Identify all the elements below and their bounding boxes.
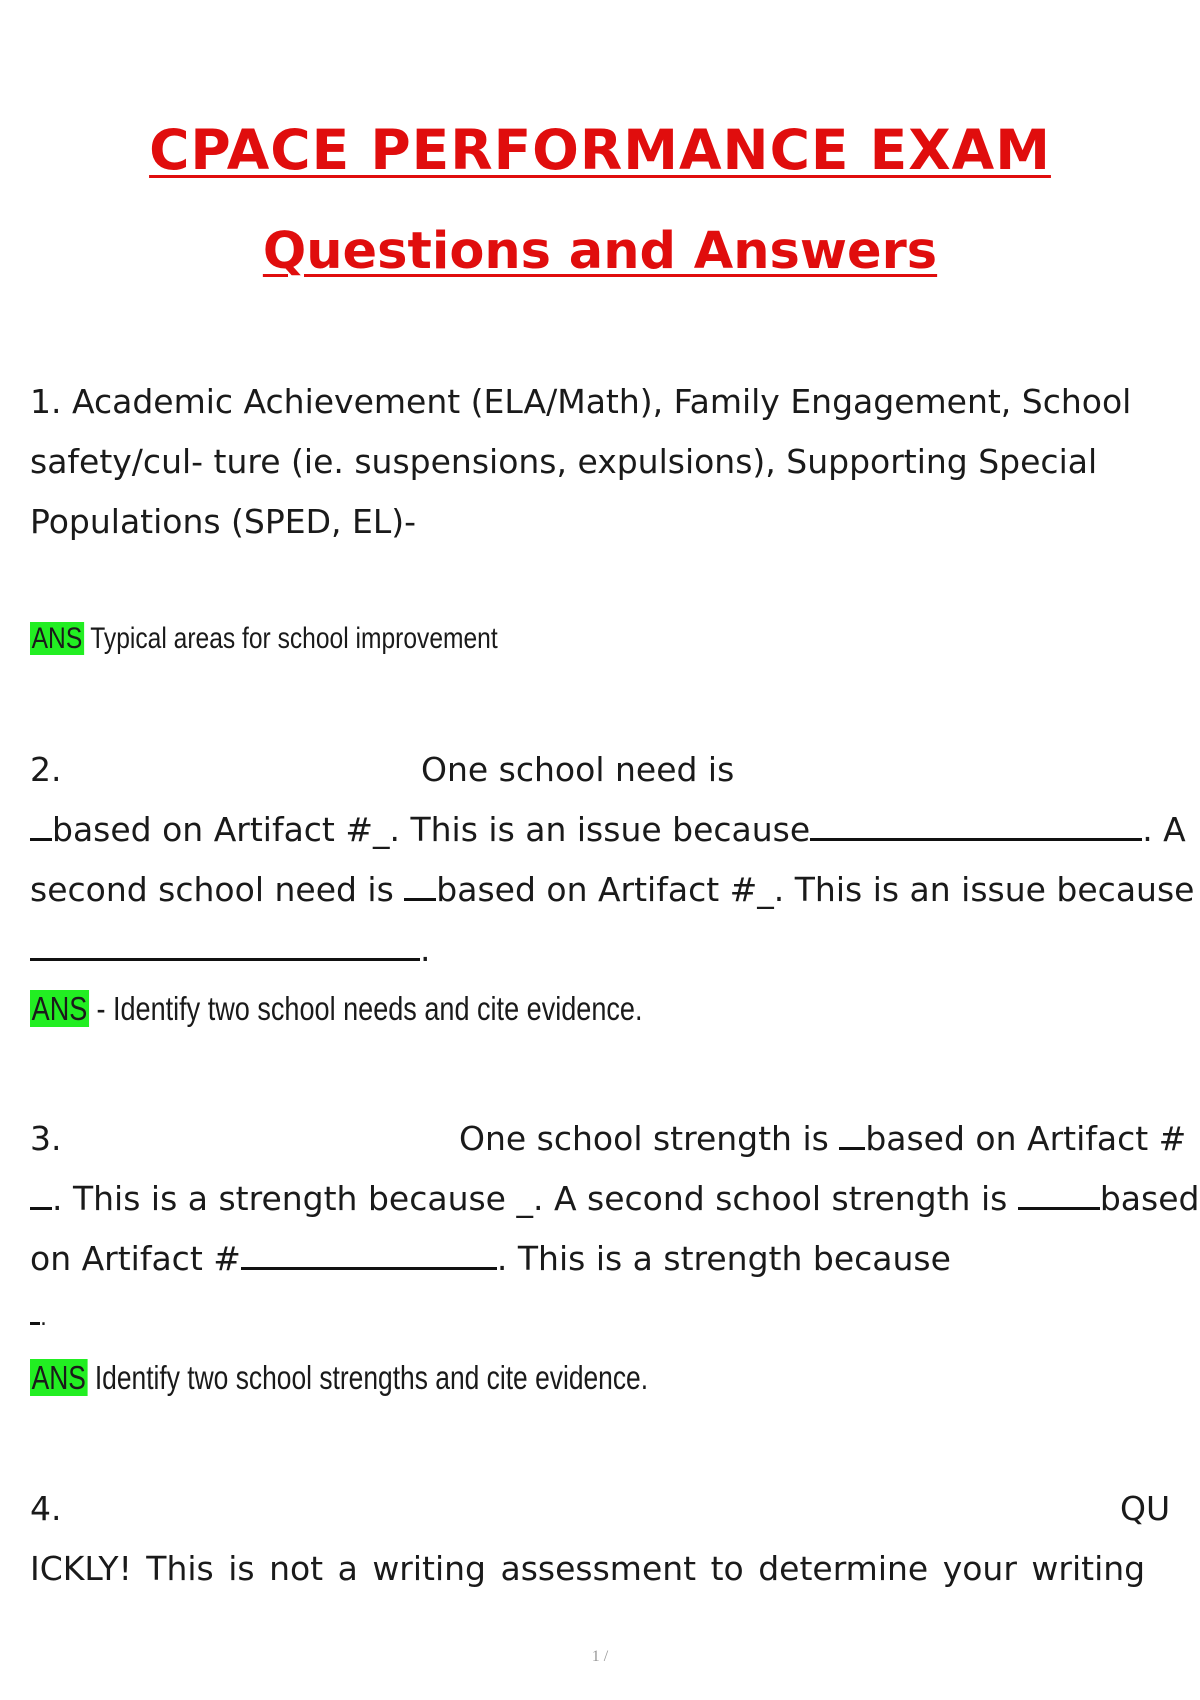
question-4-line-1-end: QU bbox=[1120, 1489, 1171, 1528]
question-3-line-2 bbox=[30, 1179, 1199, 1219]
answer-blank bbox=[30, 1308, 40, 1325]
answer-text: - Identify two school needs and cite evidence. bbox=[88, 990, 643, 1027]
answer-text: Identify two school strengths and cite evidence. bbox=[94, 1359, 649, 1396]
document-title: CPACE PERFORMANCE EXAM bbox=[149, 118, 1051, 182]
answer-blank bbox=[30, 810, 52, 841]
document-subtitle: Questions and Answers bbox=[262, 222, 938, 281]
answer-tag: ANS bbox=[31, 1359, 86, 1396]
question-3-line-2-text: . This is a strength because _. A second school strength is bbox=[52, 1179, 1018, 1218]
question-1-text: 1. Academic Achievement (ELA/Math), Family Engagement, School safety/cul- ture (ie. suspensions, expulsions), Supporting Special Populations (SPED, EL)- bbox=[30, 382, 1132, 541]
page-number: 1 / bbox=[591, 1648, 609, 1665]
question-2-line-4-end: . bbox=[420, 930, 431, 969]
question-2-line-4 bbox=[30, 930, 431, 970]
question-3-line-1 bbox=[459, 1119, 1186, 1159]
answer-tag: ANS bbox=[31, 990, 88, 1027]
answer-text: Typical areas for school improvement bbox=[90, 622, 498, 655]
question-3-number: 3. bbox=[30, 1119, 62, 1158]
question-3-line-1-end: based on Artifact # bbox=[865, 1119, 1187, 1158]
question-3-line-3-text: on Artifact # bbox=[30, 1239, 241, 1278]
answer-tag: ANS bbox=[31, 622, 83, 655]
answer-blank bbox=[810, 810, 1142, 841]
answer-blank bbox=[1018, 1179, 1100, 1210]
question-3-line-3-end: . This is a strength because bbox=[496, 1239, 951, 1278]
question-3-line-1-text: One school strength is bbox=[459, 1119, 840, 1158]
question-2-line-1: One school need is bbox=[421, 750, 735, 789]
question-3-answer bbox=[30, 1359, 648, 1397]
question-4-number: 4. bbox=[30, 1489, 62, 1528]
question-1-answer bbox=[30, 622, 498, 656]
question-4-line-2: ICKLY! This is not a writing assessment to determine your writing bbox=[30, 1549, 1146, 1588]
question-3-line-2-end: based bbox=[1099, 1179, 1200, 1218]
question-2-line-2 bbox=[30, 810, 1186, 850]
question-2-answer bbox=[30, 990, 642, 1028]
question-2-line-3-text: second school need is bbox=[30, 870, 405, 909]
answer-blank bbox=[241, 1239, 497, 1270]
question-3-line-4 bbox=[30, 1299, 47, 1339]
question-2-line-3 bbox=[30, 870, 1194, 910]
question-3-line-3 bbox=[30, 1239, 951, 1279]
answer-blank bbox=[30, 930, 420, 961]
answer-blank bbox=[404, 870, 436, 901]
question-2-line-3-end: based on Artifact #_. This is an issue because bbox=[436, 870, 1195, 909]
question-2-number: 2. bbox=[30, 750, 62, 789]
answer-blank bbox=[30, 1179, 52, 1210]
question-3-line-4-end: . bbox=[40, 1306, 47, 1331]
question-2-line-2-end: . A bbox=[1142, 810, 1186, 849]
answer-blank bbox=[839, 1119, 865, 1150]
question-2-line-2-text: based on Artifact #_. This is an issue because bbox=[52, 810, 811, 849]
